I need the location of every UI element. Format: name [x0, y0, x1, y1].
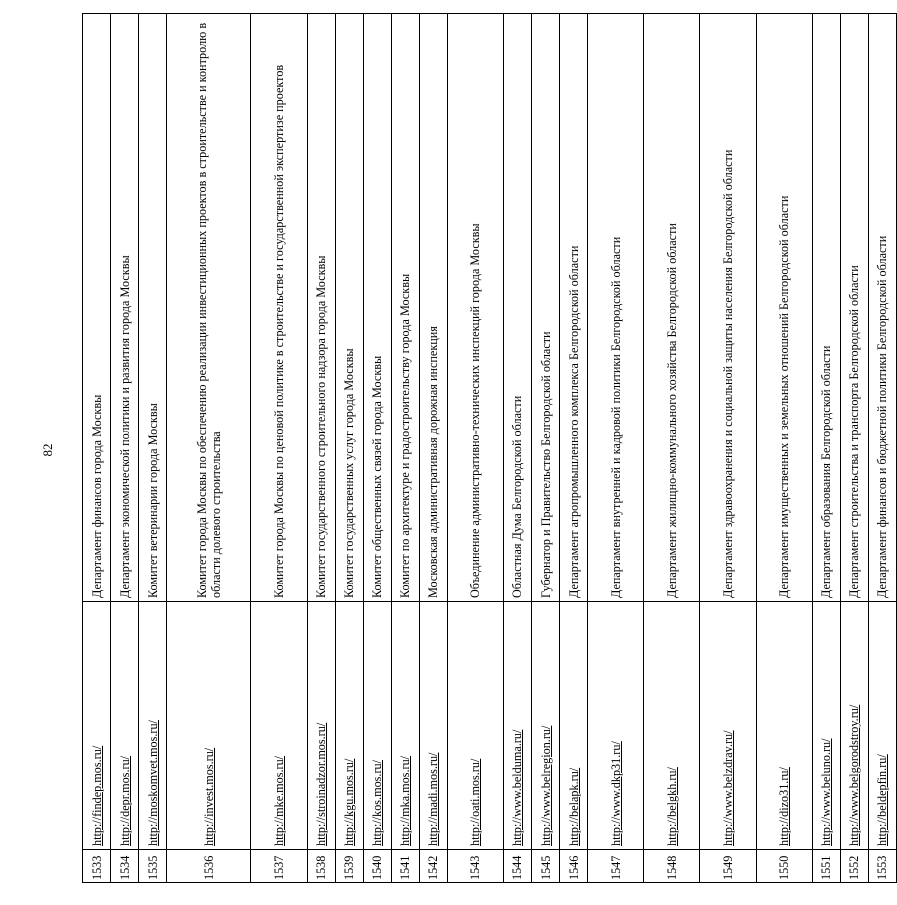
row-number: 1538	[307, 850, 335, 883]
row-number: 1539	[335, 850, 363, 883]
row-url-link[interactable]: http://dizo31.ru/	[756, 602, 812, 850]
table-row	[363, 14, 391, 883]
row-organization-name: Департамент здравоохранения и социальной защиты населения Белгородской области	[700, 14, 756, 602]
table-row	[307, 14, 335, 883]
row-url-link[interactable]: http://findep.mos.ru/	[83, 602, 111, 850]
row-organization-name: Комитет города Москвы по ценовой политике в строительстве и государственной экспертизе проектов	[251, 14, 307, 602]
row-organization-name: Департамент агропромышленного комплекса Белгородской области	[560, 14, 588, 602]
row-organization-name: Департамент финансов города Москвы	[83, 14, 111, 602]
table-row	[588, 14, 644, 883]
row-number: 1536	[167, 850, 251, 883]
row-organization-name: Департамент имущественных и земельных отношений Белгородской области	[756, 14, 812, 602]
row-number: 1542	[419, 850, 447, 883]
row-url-link[interactable]: http://www.belregion.ru/	[532, 602, 560, 850]
row-organization-name: Комитет по архитектуре и градостроительству города Москвы	[391, 14, 419, 602]
table-row	[83, 14, 111, 883]
row-number: 1535	[139, 850, 167, 883]
sites-table	[82, 13, 897, 883]
row-number: 1549	[700, 850, 756, 883]
page-number: 82	[40, 443, 55, 457]
row-organization-name: Московская административная дорожная инспекция	[419, 14, 447, 602]
row-number: 1548	[644, 850, 700, 883]
row-organization-name: Комитет ветеринарии города Москвы	[139, 14, 167, 602]
row-number: 1550	[756, 850, 812, 883]
row-url-link[interactable]: http://belgkh.ru/	[644, 602, 700, 850]
row-url-link[interactable]: http://invest.mos.ru/	[167, 602, 251, 850]
row-number: 1544	[503, 850, 531, 883]
table-row	[532, 14, 560, 883]
row-number: 1540	[363, 850, 391, 883]
row-organization-name: Департамент жилищно-коммунального хозяйства Белгородской области	[644, 14, 700, 602]
row-url-link[interactable]: http://mka.mos.ru/	[391, 602, 419, 850]
row-url-link[interactable]: http://www.belzdrav.ru/	[700, 602, 756, 850]
table-row	[251, 14, 307, 883]
row-url-link[interactable]: http://www.dkp31.ru/	[588, 602, 644, 850]
row-url-link[interactable]: http://kos.mos.ru/	[363, 602, 391, 850]
row-url-link[interactable]: http://www.beluno.ru/	[812, 602, 840, 850]
row-organization-name: Департамент образования Белгородской области	[812, 14, 840, 602]
row-url-link[interactable]: http://depr.mos.ru/	[111, 602, 139, 850]
row-number: 1541	[391, 850, 419, 883]
row-number: 1543	[447, 850, 503, 883]
row-url-link[interactable]: http://beldepfin.ru/	[868, 602, 896, 850]
row-number: 1537	[251, 850, 307, 883]
rotated-table-region	[82, 13, 890, 883]
row-number: 1545	[532, 850, 560, 883]
table-row	[560, 14, 588, 883]
row-organization-name: Комитет города Москвы по обеспечению реализации инвестиционных проектов в строительстве и контролю в области долевого строительства	[167, 14, 251, 602]
row-organization-name: Департамент финансов и бюджетной политики Белгородской области	[868, 14, 896, 602]
table-row	[700, 14, 756, 883]
table-row	[840, 14, 868, 883]
row-organization-name: Комитет общественных связей города Москвы	[363, 14, 391, 602]
table-row	[868, 14, 896, 883]
table-row	[447, 14, 503, 883]
row-organization-name: Департамент экономической политики и развития города Москвы	[111, 14, 139, 602]
table-row	[756, 14, 812, 883]
table-row	[335, 14, 363, 883]
row-url-link[interactable]: http://oati.mos.ru/	[447, 602, 503, 850]
table-row	[167, 14, 251, 883]
row-number: 1551	[812, 850, 840, 883]
row-organization-name: Губернатор и Правительство Белгородской области	[532, 14, 560, 602]
table-row	[503, 14, 531, 883]
row-url-link[interactable]: http://moskomvet.mos.ru/	[139, 602, 167, 850]
row-url-link[interactable]: http://kgu.mos.ru/	[335, 602, 363, 850]
table-row	[391, 14, 419, 883]
row-url-link[interactable]: http://www.belgorodstroy.ru/	[840, 602, 868, 850]
table-row	[812, 14, 840, 883]
row-organization-name: Областная Дума Белгородской области	[503, 14, 531, 602]
row-organization-name: Департамент строительства и транспорта Белгородской области	[840, 14, 868, 602]
table-row	[111, 14, 139, 883]
row-url-link[interactable]: http://madi.mos.ru/	[419, 602, 447, 850]
row-number: 1546	[560, 850, 588, 883]
table-row	[139, 14, 167, 883]
row-url-link[interactable]: http://www.belduma.ru/	[503, 602, 531, 850]
row-url-link[interactable]: http://belapk.ru/	[560, 602, 588, 850]
row-number: 1552	[840, 850, 868, 883]
row-organization-name: Комитет государственного строительного надзора города Москвы	[307, 14, 335, 602]
row-number: 1533	[83, 850, 111, 883]
row-url-link[interactable]: http://stroinadzor.mos.ru/	[307, 602, 335, 850]
row-organization-name: Комитет государственных услуг города Москвы	[335, 14, 363, 602]
row-number: 1534	[111, 850, 139, 883]
row-url-link[interactable]: http://mke.mos.ru/	[251, 602, 307, 850]
table-row	[644, 14, 700, 883]
row-organization-name: Объединение административно-технических инспекций города Москвы	[447, 14, 503, 602]
row-organization-name: Департамент внутренней и кадровой политики Белгородской области	[588, 14, 644, 602]
row-number: 1553	[868, 850, 896, 883]
row-number: 1547	[588, 850, 644, 883]
table-row	[419, 14, 447, 883]
